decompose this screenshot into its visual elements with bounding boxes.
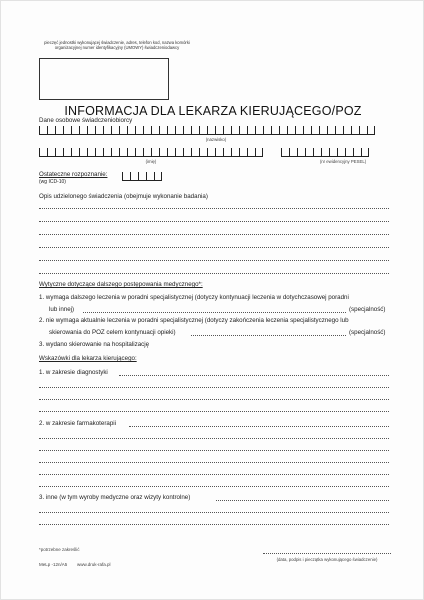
hint-other-line-2[interactable]: [39, 524, 389, 525]
hint-other-label: 3. inne (w tym wyroby medyczne oraz wizyty kontrolne): [39, 494, 191, 501]
service-line-2[interactable]: [39, 221, 389, 222]
specialty-field-1[interactable]: [83, 312, 346, 313]
hint-pharmacotherapy-label: 2. w zakresie farmakoterapii: [39, 420, 117, 427]
hints-label: Wskazówki dla lekarza kierującego:: [39, 355, 137, 362]
form-code: MeLp -12n/A5: [39, 562, 68, 567]
footnote: *potrzebne zakreślić: [39, 547, 80, 552]
service-line-4[interactable]: [39, 247, 389, 248]
hint-pharmacotherapy-line-0[interactable]: [129, 426, 389, 427]
guideline-2-line-b: skierowania do POZ celem kontynuacji opieki): [49, 329, 176, 336]
guidelines-label: Wytyczne dotyczące dalszego postępowania medycznego*:: [39, 281, 203, 288]
guideline-2-line-a: 2. nie wymaga aktualnie leczenia w poradni specjalistycznej (dotyczy zakończenia leczenia specjalistycznego lub: [39, 317, 349, 324]
publisher-site: www.druk-rafa.pl: [77, 562, 111, 567]
hint-other-line-1[interactable]: [39, 512, 389, 513]
surname-field[interactable]: [39, 126, 375, 135]
name-caption: (imię): [145, 159, 157, 164]
service-line-1[interactable]: [39, 208, 389, 209]
patient-label: Dane osobowe świadczeniobiorcy: [39, 117, 133, 124]
stamp-note: pieczęć jednostki wykonującej świadczenie, adres, telefon kod, nazwa komórki organizacyjnej numer identyfikacyjny (UMOWY) świadczeniodawcy: [44, 40, 190, 51]
hint-diagnostics-line-0[interactable]: [119, 375, 389, 376]
hint-pharmacotherapy-line-5[interactable]: [39, 486, 389, 487]
specialty-field-2[interactable]: [191, 335, 346, 336]
hint-diagnostics-label: 1. w zakresie diagnostyki: [39, 369, 108, 376]
stamp-box: [39, 58, 169, 100]
hint-pharmacotherapy-line-1[interactable]: [39, 438, 389, 439]
guideline-1-line-b: lub innej): [49, 306, 75, 313]
hint-other-line-0[interactable]: [216, 500, 389, 501]
service-line-6[interactable]: [39, 273, 389, 274]
hint-diagnostics-line-1[interactable]: [39, 387, 389, 388]
pesel-field[interactable]: [281, 148, 369, 157]
diagnosis-label: Ostateczne rozpoznanie:: [39, 171, 108, 178]
surname-caption: (nazwisko): [205, 137, 227, 142]
hint-pharmacotherapy-line-3[interactable]: [39, 462, 389, 463]
hint-diagnostics-line-3[interactable]: [39, 411, 389, 412]
hint-pharmacotherapy-line-2[interactable]: [39, 450, 389, 451]
signature-caption: (data, podpis i pieczątka wykonującego świadczenie): [276, 557, 378, 562]
guideline-3: 3. wydano skierowanie na hospitalizację: [39, 341, 150, 348]
diagnosis-sub: (wg ICD-10): [39, 179, 66, 185]
hint-diagnostics-line-2[interactable]: [39, 399, 389, 400]
name-field[interactable]: [39, 148, 263, 157]
pesel-caption: (nr ewidencyjny PESEL): [319, 159, 367, 164]
service-line-3[interactable]: [39, 234, 389, 235]
service-line-5[interactable]: [39, 260, 389, 261]
form-title: INFORMACJA DLA LEKARZA KIERUJĄCEGO/POZ: [64, 104, 362, 118]
signature-field[interactable]: [263, 553, 391, 554]
service-label: Opis udzielonego świadczenia (obejmuje wykonanie badania): [39, 193, 208, 200]
icd-field[interactable]: [122, 172, 162, 181]
specialty-caption-1: (specjalność): [349, 306, 386, 313]
specialty-caption-2: (specjalność): [349, 329, 386, 336]
guideline-1-line-a: 1. wymaga dalszego leczenia w poradni specjalistycznej (dotyczy kontynuacji leczenia w dotychczasowej poradni: [39, 294, 349, 301]
hint-pharmacotherapy-line-4[interactable]: [39, 474, 389, 475]
